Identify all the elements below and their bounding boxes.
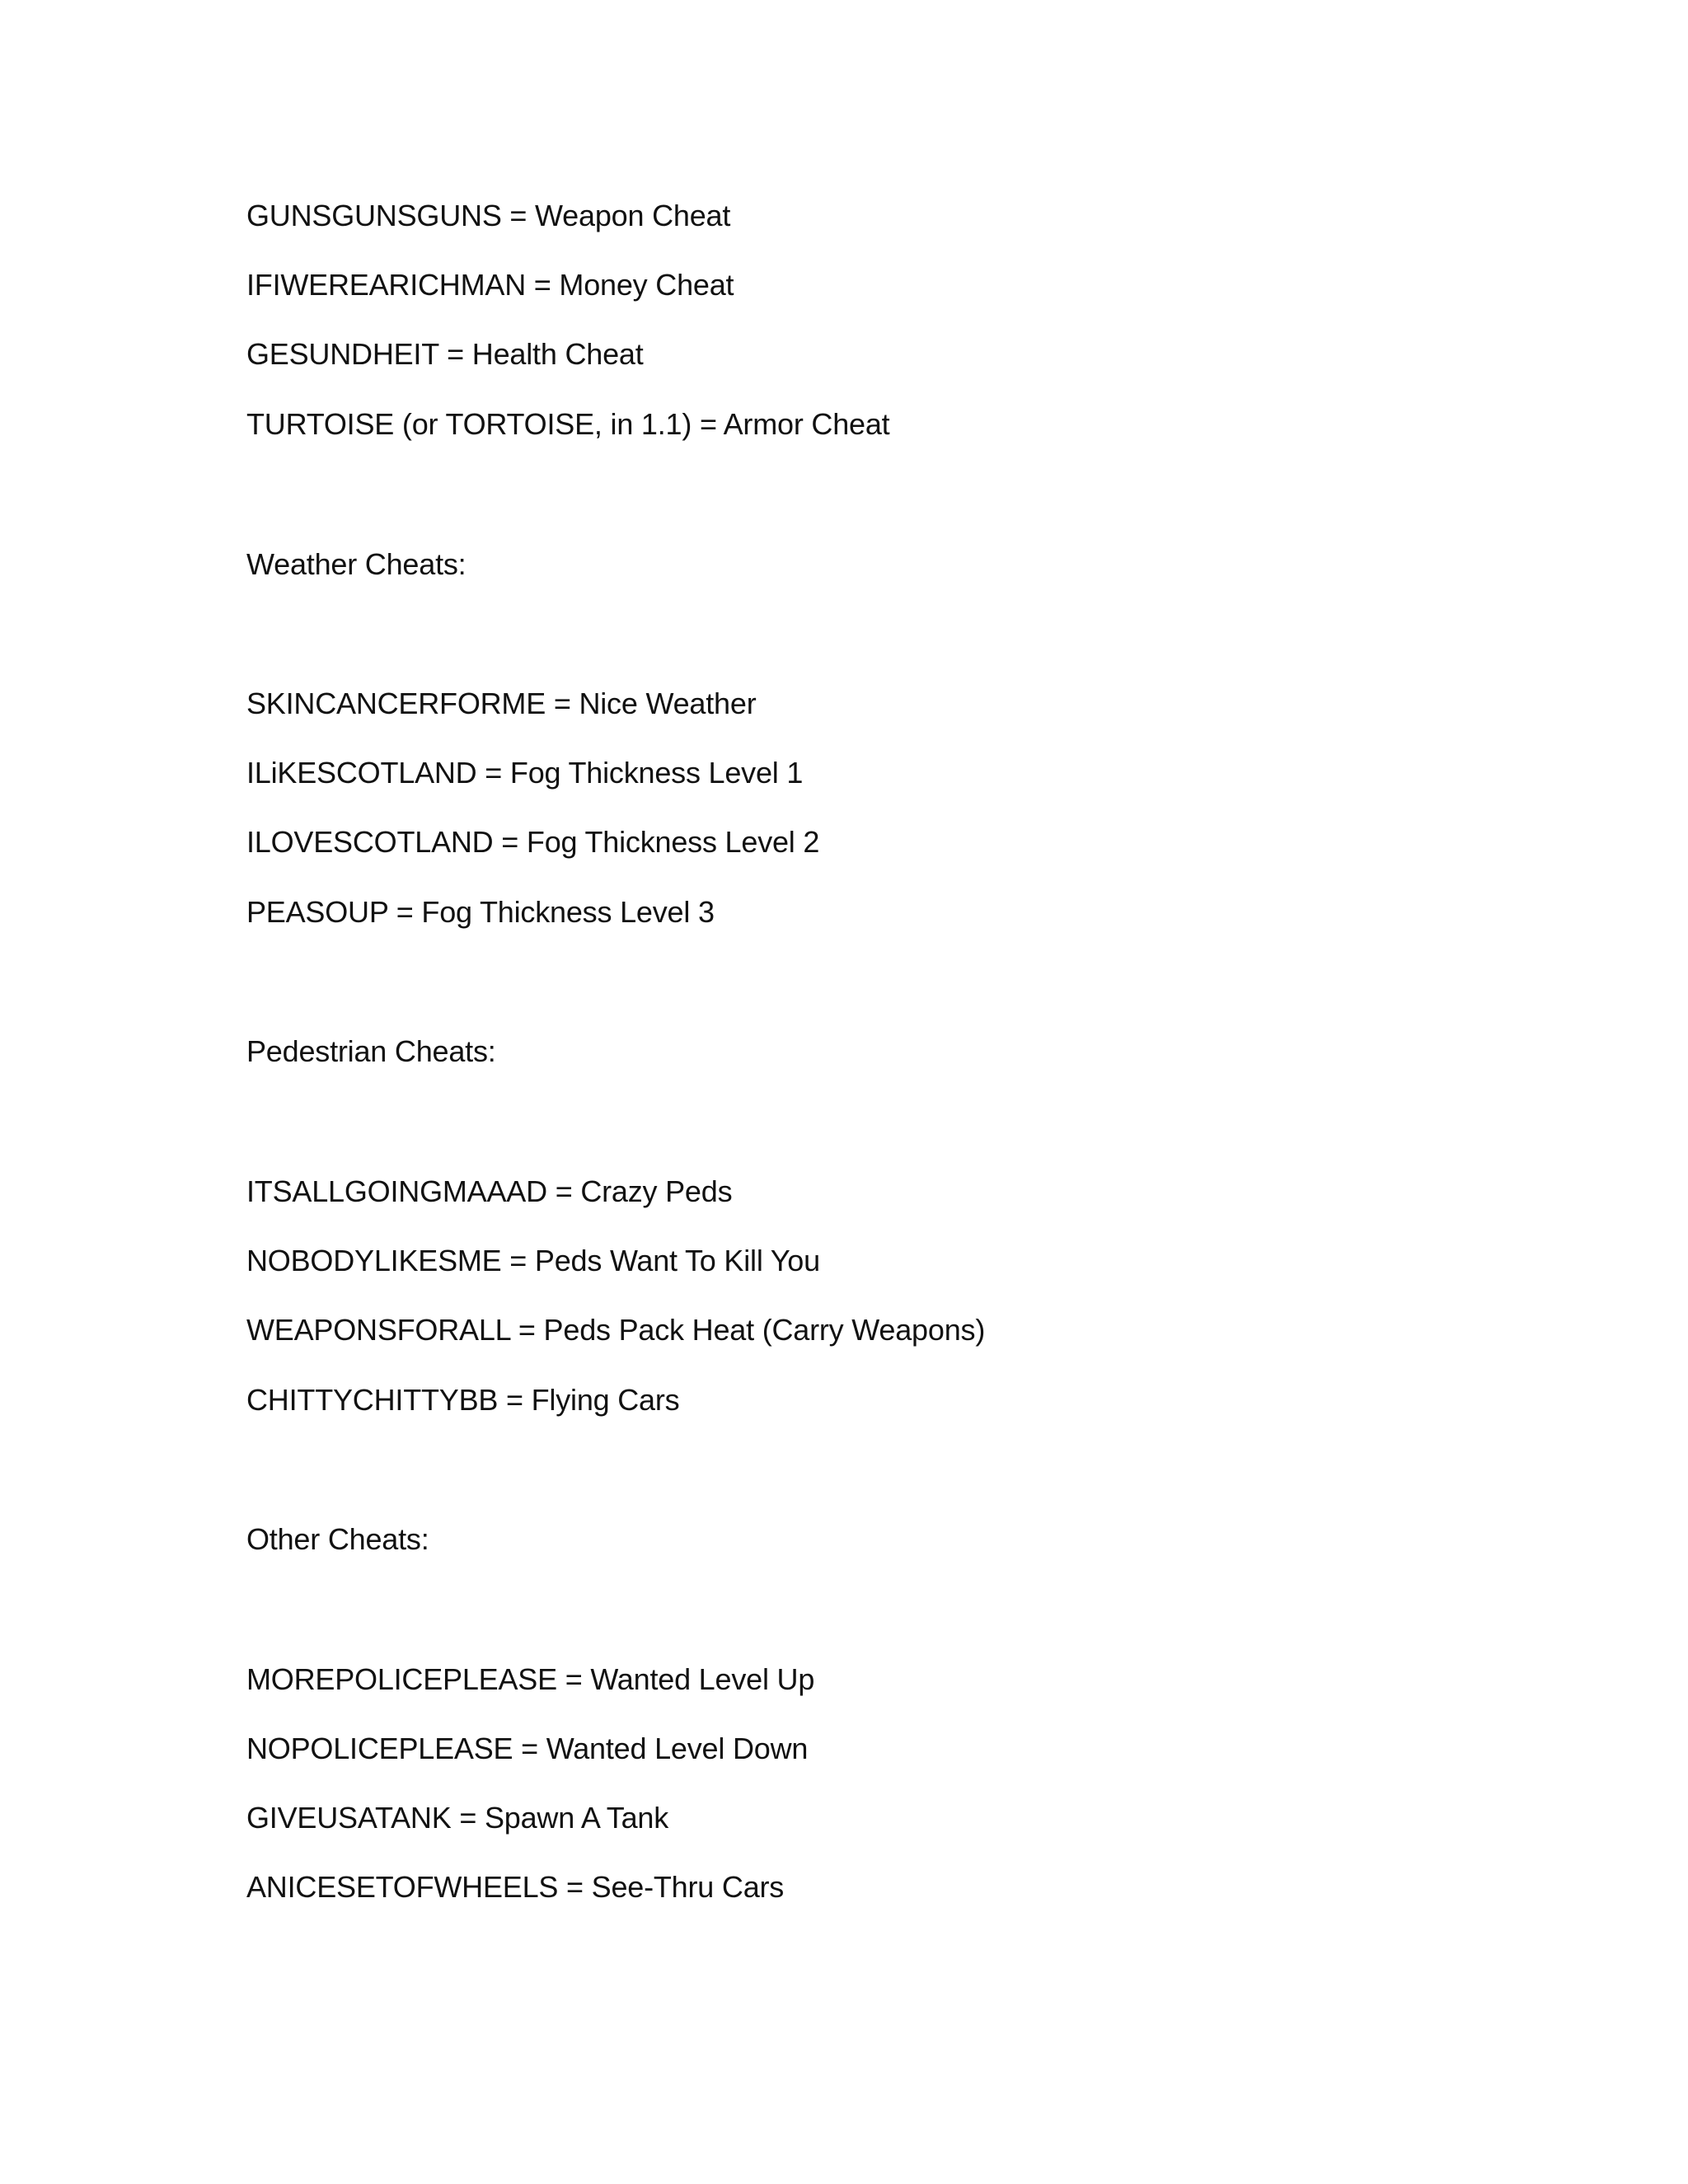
- cheat-line-see-thru-cars: ANICESETOFWHEELS = See-Thru Cars: [246, 1870, 785, 1904]
- cheat-line-tank: GIVEUSATANK = Spawn A Tank: [246, 1801, 669, 1835]
- cheat-line-peds-weapons: WEAPONSFORALL = Peds Pack Heat (Carry Weapons): [246, 1313, 986, 1347]
- cheat-line-flying-cars: CHITTYCHITTYBB = Flying Cars: [246, 1383, 680, 1417]
- other-cheats-heading: Other Cheats:: [246, 1522, 429, 1556]
- cheat-line-fog-level-2: ILOVESCOTLAND = Fog Thickness Level 2: [246, 825, 820, 859]
- cheat-line-armor: TURTOISE (or TORTOISE, in 1.1) = Armor Cheat: [246, 407, 890, 441]
- pedestrian-cheats-heading: Pedestrian Cheats:: [246, 1034, 496, 1068]
- cheat-line-fog-level-1: ILiKESCOTLAND = Fog Thickness Level 1: [246, 756, 804, 790]
- cheat-line-money: IFIWEREARICHMAN = Money Cheat: [246, 268, 734, 302]
- cheat-line-nice-weather: SKINCANCERFORME = Nice Weather: [246, 687, 757, 720]
- cheat-line-fog-level-3: PEASOUP = Fog Thickness Level 3: [246, 895, 715, 929]
- cheat-line-peds-kill: NOBODYLIKESME = Peds Want To Kill You: [246, 1244, 820, 1277]
- cheat-line-crazy-peds: ITSALLGOINGMAAAD = Crazy Peds: [246, 1174, 733, 1208]
- cheat-line-wanted-down: NOPOLICEPLEASE = Wanted Level Down: [246, 1732, 809, 1765]
- cheat-line-wanted-up: MOREPOLICEPLEASE = Wanted Level Up: [246, 1662, 815, 1696]
- weather-cheats-heading: Weather Cheats:: [246, 547, 467, 581]
- cheat-line-weapon: GUNSGUNSGUNS = Weapon Cheat: [246, 199, 731, 232]
- cheat-line-health: GESUNDHEIT = Health Cheat: [246, 337, 644, 371]
